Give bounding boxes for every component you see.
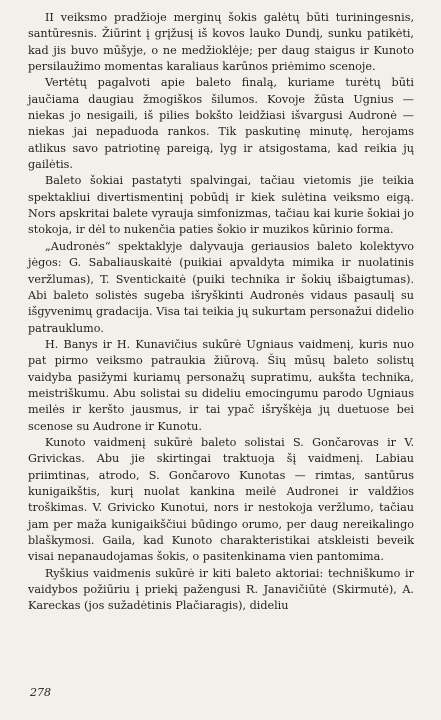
paragraph-ugnius-cast: H. Banys ir H. Kunavičius sukūrė Ugniaus vaidmenį, kuris nuo pat pirmo veiksmo patraukia žiūrovą. Šių mūsų baleto solistų vaidyba pasižymi kuriamų personažų supratimu, aukšta technika, meistriškumu. Abu solistai su dideliu emocingumu parodo Ugniaus meilės ir keršto jausmus, ir tai ypač išryškėja jų duetuose bei scenose su Audrone ir Kunotu. (28, 337, 414, 433)
page-text-block (28, 10, 414, 615)
paragraph-finale: Vertėtų pagalvoti apie baleto finalą, kuriame turėtų būti jaučiama daugiau žmogiškos šilumos. Kovoje žūsta Ugnius — niekas jo nesigaili, iš pilies bokšto leidžiasi išvargusi Audronė — niekas jai nepaduoda rankos. Tik paskutinę minutę, herojams atlikus savo patriotinę pareigą, lyg ir atsigostama, kad reikia jų gailėtis. (28, 76, 414, 172)
paragraph-act-two-critique: II veiksmo pradžioje merginų šokis galėtų būti turiningesnis, santūresnis. Žiūrint į grįžusį iš kovos lauko Dundį, sunku patikėti, kad jis buvo mūšyje, o ne medžioklėje; per daug staigus ir Kunoto persilaužimo momentas karaliaus karūnos priėmimo scenoje. (28, 11, 414, 74)
paragraph-other-roles: Ryškius vaidmenis sukūrė ir kiti baleto aktoriai: techniškumo ir vaidybos požiūriu į priekį pažengusi R. Janavičiūtė (Skirmutė), A. Kareckas (jos sužadėtinis Plačiaragis), dideliu (28, 566, 414, 613)
page-number: 278 (30, 686, 51, 699)
paragraph-audrone-cast: „Audronės“ spektaklyje dalyvauja geriausios baleto kolektyvo jėgos: G. Sabaliauskaitė (puikiai apvaldyta mimika ir nuolatinis veržlumas), T. Sventickaitė (puiki technika ir šokių išbaigtumas). Abi baleto solistės sugeba išryškinti Audronės vidaus pasaulį su išgyvenimų gradacija. Visa tai teikia jų sukurtam personažui didelio patrauklumo. (28, 239, 414, 335)
paragraph-kunotas-cast: Kunoto vaidmenį sukūrė baleto solistai S. Gončarovas ir V. Grivickas. Abu jie skirtingai traktuoja šį vaidmenį. Labiau priimtinas, atrodo, S. Gončarovo Kunotas — rimtas, santūrus kunigaikštis, kurį nuolat kankina meilė Audronei ir valdžios troškimas. V. Grivicko Kunotui, nors ir nestokoja veržlumo, tačiau jam per maža kunigaikščiui būdingo orumo, per daug nereikalingo blaškymosi. Gaila, kad Kunoto charakteristikai atskleisti beveik visai nepanaudojamas šokis, o pasitenkinama vien pantomima. (28, 435, 414, 564)
paragraph-dances: Baleto šokiai pastatyti spalvingai, tačiau vietomis jie teikia spektakliui divertismentinį pobūdį ir kiek sulėtina veiksmo eigą. Nors apskritai balete vyrauja simfonizmas, tačiau kai kurie šokiai jo stokoja, ir dėl to nukenčia paties šokio ir muzikos kūrinio forma. (28, 174, 414, 237)
